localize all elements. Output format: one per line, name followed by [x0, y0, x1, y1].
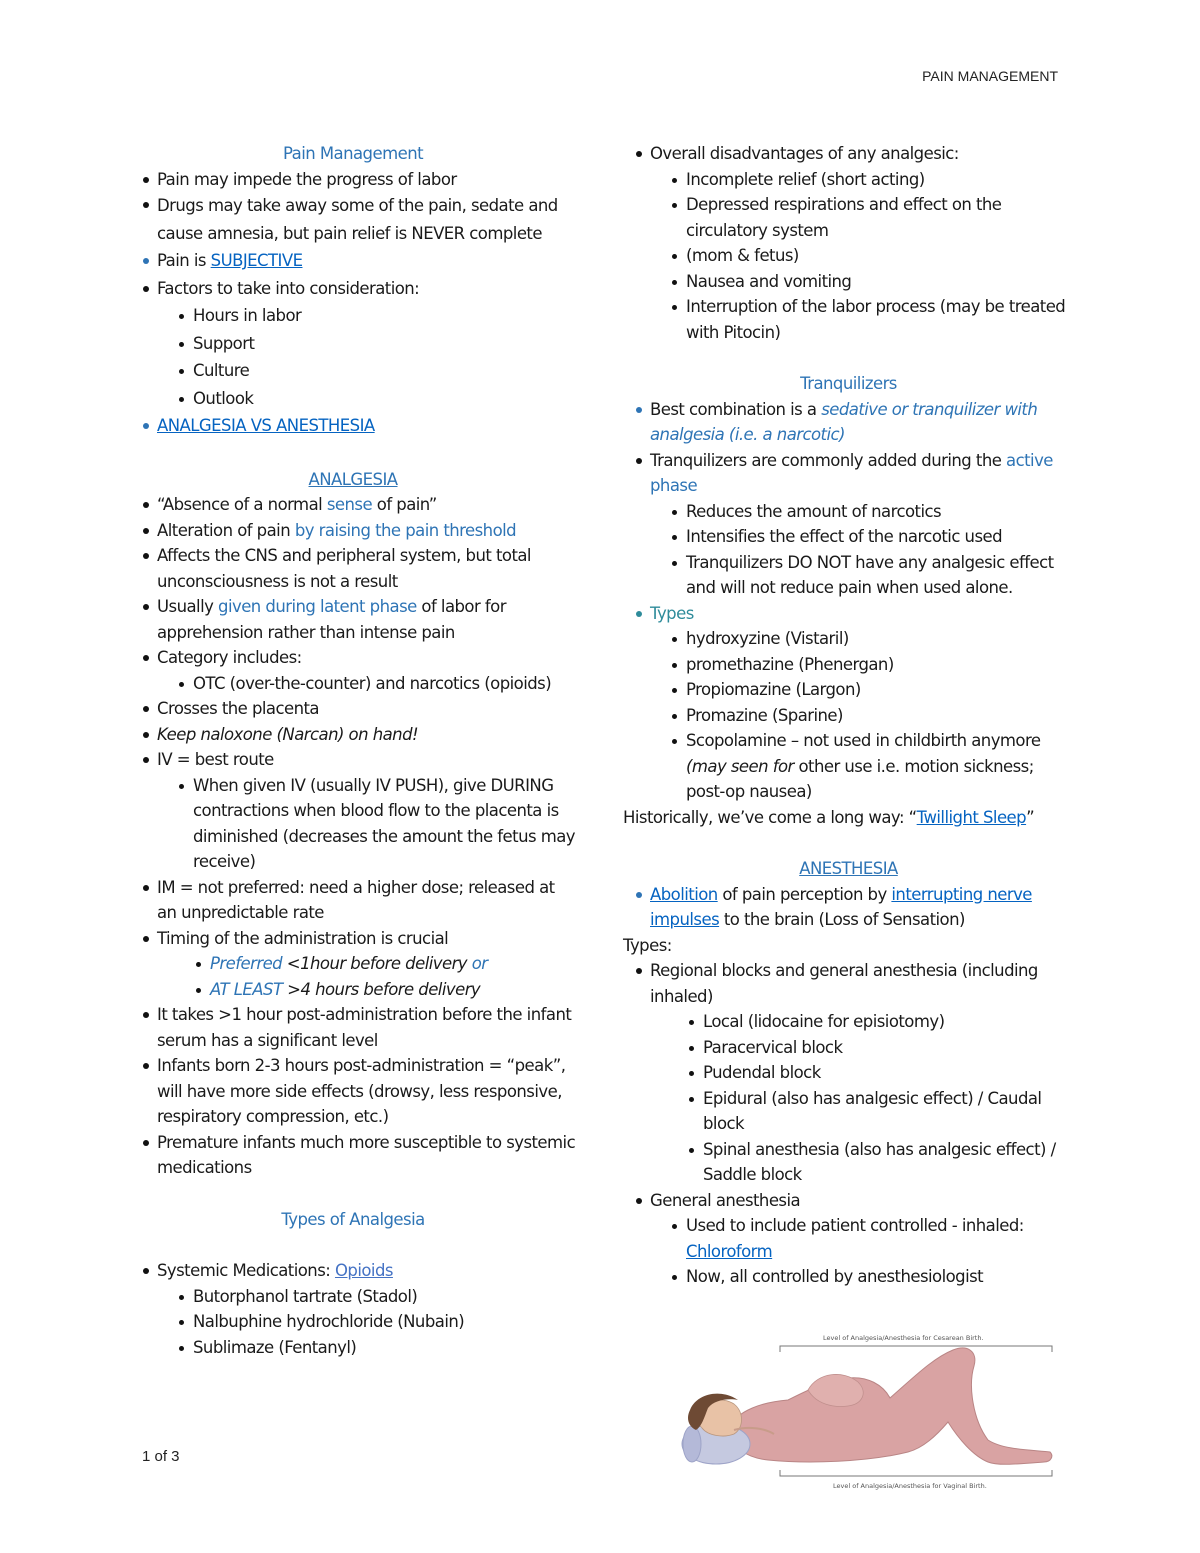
- item-text: <1hour before delivery: [286, 954, 468, 973]
- tranquilizer-effect-item: Tranquilizers DO NOT have any analgesic effect and will not reduce pain when used alone.: [621, 550, 1076, 601]
- list-item: Category includes:: [128, 645, 578, 671]
- item-text-highlight: Preferred: [210, 954, 287, 973]
- disadvantage-item: Depressed respirations and effect on the circulatory system: [621, 192, 1076, 243]
- list-item: Pain may impede the progress of labor: [128, 167, 578, 193]
- list-item: Timing of the administration is crucial: [128, 926, 578, 952]
- types-label: Types: [650, 603, 694, 623]
- item-text: of pain perception by: [717, 884, 892, 904]
- disadvantage-item: Nausea and vomiting: [621, 269, 1076, 295]
- analgesia-heading: ANALGESIA: [308, 469, 398, 489]
- item-text: Alteration of pain: [157, 520, 295, 540]
- regional-block-item: Paracervical block: [621, 1035, 1076, 1061]
- item-text: ”: [1026, 807, 1035, 827]
- subjective-link[interactable]: SUBJECTIVE: [210, 251, 303, 270]
- disadvantage-item: (mom & fetus): [621, 243, 1076, 269]
- list-item: Drugs may take away some of the pain, sedate and cause amnesia, but pain relief is NEVER complete: [128, 192, 578, 248]
- list-item: [128, 413, 578, 439]
- item-text: other use i.e. motion sickness; post-op nausea): [686, 756, 1034, 801]
- list-item: IV = best route: [128, 747, 578, 773]
- anesthesia-levels-figure: [668, 1330, 1060, 1492]
- item-text: of labor for apprehension rather than intense pain: [157, 597, 506, 642]
- list-item: [128, 248, 578, 274]
- item-text: “Absence of a normal: [157, 495, 327, 514]
- tranquilizer-type-item: promethazine (Phenergan): [621, 652, 1076, 678]
- item-text: Pain is: [157, 251, 211, 270]
- analgesia-vs-anesthesia-link[interactable]: ANALGESIA VS ANESTHESIA: [157, 416, 375, 435]
- item-text: Usually: [157, 597, 219, 616]
- cesarean-level-bracket: [780, 1346, 1052, 1352]
- tranquilizer-type-item: hydroxyzine (Vistaril): [621, 626, 1076, 652]
- general-anesthesia-item: [621, 1213, 1076, 1264]
- list-item: [128, 594, 578, 645]
- list-item: [621, 397, 1076, 448]
- twilight-sleep-link[interactable]: Twillight Sleep: [916, 807, 1027, 827]
- tranquilizer-type-item: Propiomazine (Largon): [621, 677, 1076, 703]
- list-item: Regional blocks and general anesthesia (including inhaled): [621, 958, 1076, 1009]
- list-item: [128, 1258, 578, 1284]
- types-of-analgesia-heading: Types of Analgesia: [281, 1209, 425, 1229]
- item-text: Used to include patient controlled - inhaled:: [686, 1216, 1024, 1235]
- item-text-highlight: AT LEAST: [210, 979, 288, 999]
- list-item: [621, 448, 1076, 499]
- interrupting-nerve-impulses-link[interactable]: interrupting nerve impulses: [650, 884, 1032, 929]
- chloroform-link[interactable]: Chloroform: [686, 1241, 773, 1261]
- tranquilizer-type-item: [621, 728, 1076, 805]
- list-item: [621, 882, 1076, 933]
- general-anesthesia-item: Now, all controlled by anesthesiologist: [621, 1264, 1076, 1290]
- page-number: 1 of 3: [142, 1448, 180, 1465]
- regional-block-item: Spinal anesthesia (also has analgesic effect) / Saddle block: [621, 1137, 1076, 1188]
- running-header: PAIN MANAGEMENT: [922, 68, 1058, 84]
- reclining-woman-illustration: [682, 1348, 1052, 1464]
- item-text-highlight: by raising the pain threshold: [294, 520, 517, 540]
- item-text: Systemic Medications:: [157, 1261, 335, 1280]
- regional-block-item: Epidural (also has analgesic effect) / Caudal block: [621, 1086, 1076, 1137]
- abolition-link[interactable]: Abolition: [650, 884, 718, 904]
- types-label: Types:: [623, 935, 672, 955]
- list-item: When given IV (usually IV PUSH), give DURING contractions when blood flow to the placenta is diminished (decreases the amount the fetus may receive): [128, 773, 578, 875]
- cesarean-level-label: Level of Analgesia/Anesthesia for Cesarean Birth.: [823, 1334, 984, 1342]
- item-text-highlight: or: [467, 954, 488, 973]
- list-item: IM = not preferred: need a higher dose; released at an unpredictable rate: [128, 875, 578, 926]
- list-item: [128, 518, 578, 544]
- vaginal-level-label: Level of Analgesia/Anesthesia for Vaginal Birth.: [833, 1482, 987, 1490]
- list-item: OTC (over-the-counter) and narcotics (opioids): [128, 671, 578, 697]
- history-line: [621, 805, 1076, 831]
- list-item: [128, 951, 578, 977]
- disadvantage-item: Interruption of the labor process (may be treated with Pitocin): [621, 294, 1076, 345]
- item-text: Scopolamine – not used in childbirth anymore: [686, 731, 1041, 750]
- vaginal-level-bracket: [780, 1470, 1052, 1476]
- item-text: Tranquilizers are commonly added during the: [650, 450, 1007, 470]
- regional-block-item: Local (lidocaine for episiotomy): [621, 1009, 1076, 1035]
- list-item: Crosses the placenta: [128, 696, 578, 722]
- right-column: [621, 141, 1076, 1290]
- list-item: [128, 492, 578, 518]
- opioid-item: Nalbuphine hydrochloride (Nubain): [128, 1309, 578, 1335]
- item-text-highlight: sedative or tranquilizer with analgesia (i.e. a narcotic): [650, 399, 1038, 444]
- opioid-item: Butorphanol tartrate (Stadol): [128, 1284, 578, 1310]
- pain-management-heading: Pain Management: [282, 144, 424, 163]
- item-text-highlight: active phase: [650, 450, 1053, 495]
- list-item: Premature infants much more susceptible to systemic medications: [128, 1130, 578, 1181]
- item-text-italic: (may seen for: [686, 756, 794, 776]
- list-item: [128, 977, 578, 1003]
- opioid-item: Sublimaze (Fentanyl): [128, 1335, 578, 1361]
- tranquilizers-heading: Tranquilizers: [800, 374, 897, 393]
- item-text: of pain”: [372, 495, 437, 514]
- item-text-highlight: sense: [326, 495, 373, 514]
- list-item: Factors to take into consideration:: [128, 276, 578, 302]
- tranquilizer-effect-item: Intensifies the effect of the narcotic used: [621, 524, 1076, 550]
- opioids-link[interactable]: Opioids: [334, 1261, 393, 1280]
- list-item: Infants born 2-3 hours post-administration = “peak”, will have more side effects (drowsy, less responsive, respiratory compression, etc.): [128, 1053, 578, 1130]
- factor-item: Hours in labor: [128, 303, 578, 329]
- left-column: [128, 141, 578, 1360]
- list-item: [621, 601, 1076, 627]
- item-text: Best combination is a: [650, 399, 822, 419]
- factor-item: Culture: [128, 358, 578, 384]
- item-text: Historically, we’ve come a long way: “: [623, 807, 917, 827]
- item-text: to the brain (Loss of Sensation): [719, 910, 965, 929]
- anesthesia-heading: ANESTHESIA: [799, 859, 898, 878]
- item-text: >4 hours before delivery: [287, 979, 481, 999]
- list-item: General anesthesia: [621, 1188, 1076, 1214]
- list-item: Affects the CNS and peripheral system, but total unconsciousness is not a result: [128, 543, 578, 594]
- list-item: Keep naloxone (Narcan) on hand!: [128, 722, 578, 748]
- disadvantage-item: Incomplete relief (short acting): [621, 167, 1076, 193]
- item-text-highlight: given during latent phase: [218, 597, 417, 616]
- tranquilizer-effect-item: Reduces the amount of narcotics: [621, 499, 1076, 525]
- list-item: Overall disadvantages of any analgesic:: [621, 141, 1076, 167]
- regional-block-item: Pudendal block: [621, 1060, 1076, 1086]
- factor-item: Outlook: [128, 386, 578, 412]
- list-item: It takes >1 hour post-administration before the infant serum has a significant level: [128, 1002, 578, 1053]
- tranquilizer-type-item: Promazine (Sparine): [621, 703, 1076, 729]
- factor-item: Support: [128, 331, 578, 357]
